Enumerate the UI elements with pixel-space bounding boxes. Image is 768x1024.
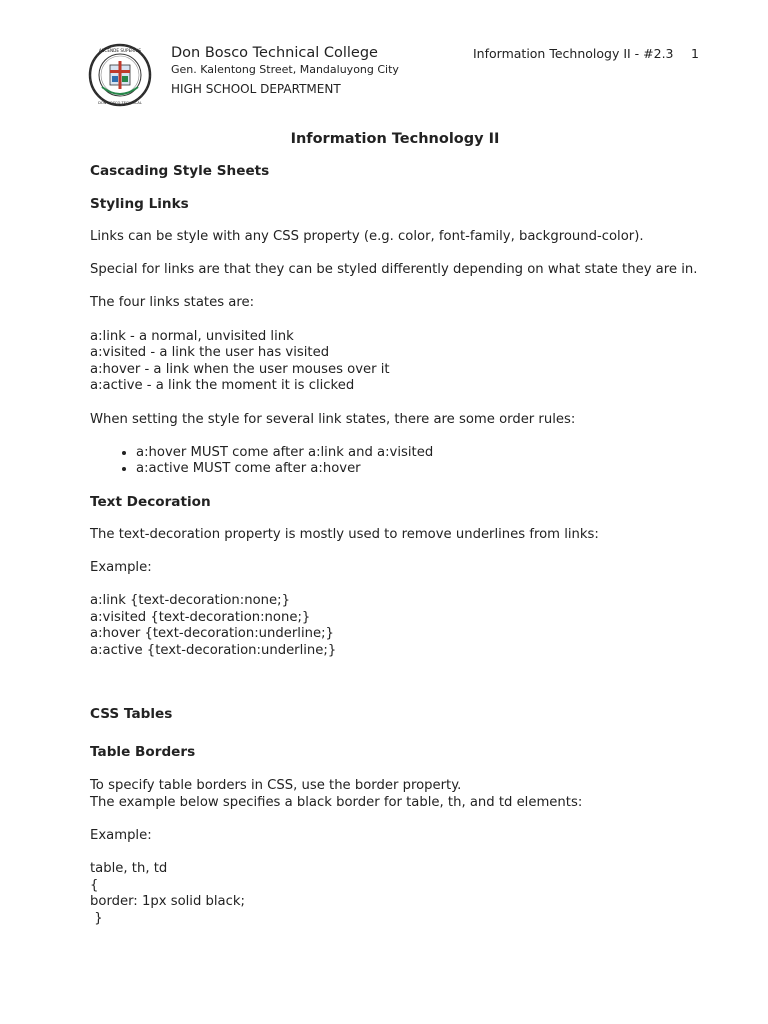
college-address: Gen. Kalentong Street, Mandaluyong City xyxy=(171,63,399,76)
department-name: HIGH SCHOOL DEPARTMENT xyxy=(171,82,341,96)
svg-text:DON BOSCO TECHNICAL: DON BOSCO TECHNICAL xyxy=(98,101,142,105)
code-line: border: 1px solid black; xyxy=(90,894,245,910)
code-line: a:visited {text-decoration:none;} xyxy=(90,609,311,625)
code-block-link-styles xyxy=(90,593,700,659)
heading-table-borders: Table Borders xyxy=(90,744,196,761)
list-item: • a:active MUST come after a:hover xyxy=(136,461,700,478)
code-line: } xyxy=(90,911,103,926)
paragraph-links-states-intro: Special for links are that they can be styled differently depending on what state they are in. xyxy=(90,262,698,278)
list-item: • a:hover MUST come after a:link and a:visited xyxy=(136,445,700,462)
course-reference: Information Technology II - #2.3 xyxy=(473,46,674,61)
code-line: a:hover {text-decoration:underline;} xyxy=(90,626,334,642)
code-line: a:active {text-decoration:underline;} xyxy=(90,643,337,659)
code-line: a:link {text-decoration:none;} xyxy=(90,593,290,609)
svg-text:ASCENDE SUPERIUS: ASCENDE SUPERIUS xyxy=(98,48,142,53)
example-label: Example: xyxy=(90,828,152,844)
heading-text-decoration: Text Decoration xyxy=(90,493,211,510)
order-rules-list xyxy=(90,445,700,478)
heading-styling-links: Styling Links xyxy=(90,196,189,212)
list-item: a:active - a link the moment it is clicked xyxy=(90,378,355,394)
paragraph-text-decoration: The text-decoration property is mostly used to remove underlines from links: xyxy=(90,526,599,542)
heading-css: Cascading Style Sheets xyxy=(90,163,270,179)
code-line: table, th, td xyxy=(90,861,168,877)
list-item: a:visited - a link the user has visited xyxy=(90,345,330,361)
document-body xyxy=(90,163,700,944)
list-item: a:link - a normal, unvisited link xyxy=(90,328,294,344)
paragraph-order-rules: When setting the style for several link states, there are some order rules: xyxy=(90,411,576,427)
college-seal-logo xyxy=(88,43,152,107)
text-line: To specify table borders in CSS, use the border property. xyxy=(90,778,462,794)
page-number: 1 xyxy=(691,46,699,61)
paragraph-table-borders xyxy=(90,778,700,811)
link-states-list xyxy=(90,329,700,395)
example-label: Example: xyxy=(90,560,152,576)
code-block-table-border xyxy=(90,861,700,927)
code-line: { xyxy=(90,877,99,893)
heading-css-tables: CSS Tables xyxy=(90,706,173,723)
paragraph-links-style: Links can be style with any CSS property (e.g. color, font-family, background-color). xyxy=(90,229,644,244)
text-line: The example below specifies a black border for table, th, and td elements: xyxy=(90,794,583,810)
list-item: a:hover - a link when the user mouses over it xyxy=(90,361,390,377)
document-title: Information Technology II xyxy=(290,131,500,147)
college-name: Don Bosco Technical College xyxy=(171,45,378,61)
paragraph-four-states: The four links states are: xyxy=(90,295,255,311)
